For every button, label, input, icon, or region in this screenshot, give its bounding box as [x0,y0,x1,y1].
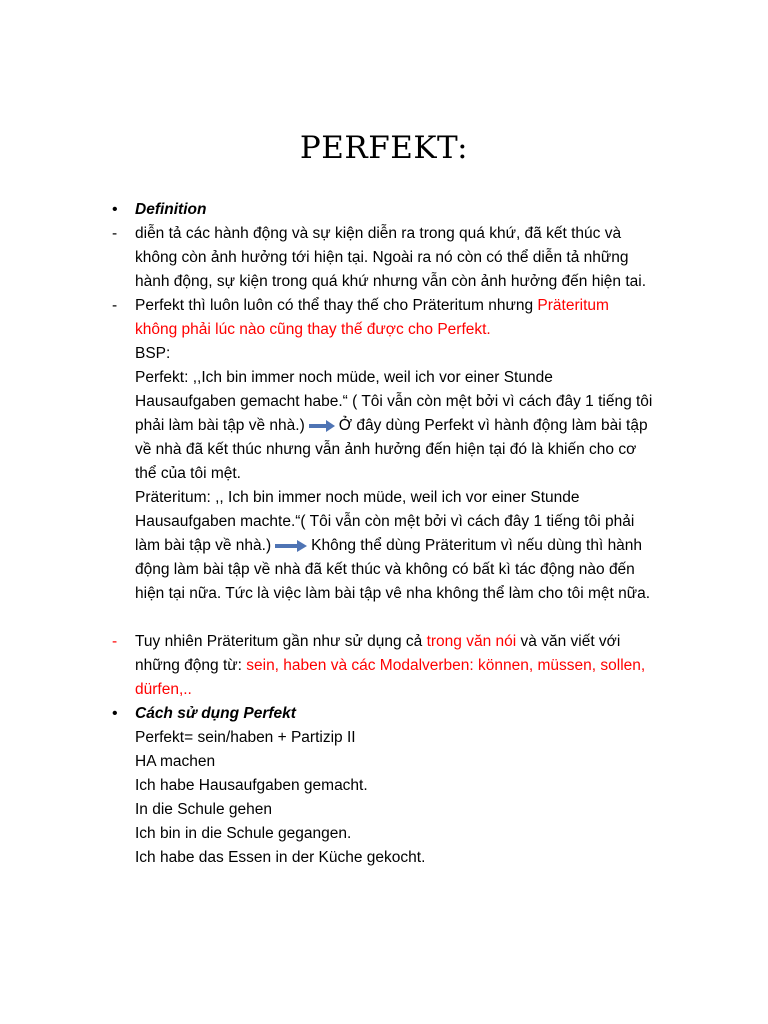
example-perfekt-line: thể của tôi mệt. [135,465,241,482]
text-run: phải làm bài tập về nhà.) [135,417,305,434]
highlight-text: Präteritum [537,297,609,314]
bullet-marker: • [112,201,118,218]
highlight-text: sein, haben và các Modalverben: können, müssen, sollen, [246,657,646,674]
example-prateritum-line: động làm bài tập về nhà đã kết thúc và không có bất kì tác động nào đến [135,561,635,578]
paragraph-line [135,294,755,318]
paragraph-line: hành động, sự kiện trong quá khứ nhưng vẫn còn ảnh hưởng đến hiện tai. [135,273,647,290]
text-run: Perfekt thì luôn luôn có thể thay thế cho Präteritum nhưng [135,297,538,314]
paragraph-line: không còn ảnh hưởng tới hiện tại. Ngoài ra nó còn có thể diễn tả những [135,249,629,266]
highlight-text: dürfen,.. [135,681,192,698]
section-heading-usage: Cách sử dụng Perfekt [135,705,296,722]
paragraph-line [135,630,755,654]
dash-marker: - [112,633,118,650]
example-perfekt-line: về nhà đã kết thúc nhưng vẫn ảnh hưởng đến hiện tại đó là khiến cho cơ [135,441,637,458]
bullet-marker: • [112,705,118,722]
right-arrow-icon [309,420,335,432]
usage-line: Ich habe das Essen in der Küche gekocht. [135,849,426,866]
usage-line: In die Schule gehen [135,801,273,818]
dash-marker: - [112,297,118,314]
example-perfekt-line: Hausaufgaben gemacht habe.“ ( Tôi vẫn còn mệt bởi vì cách đây 1 tiếng tôi [135,393,653,410]
example-prateritum-line: Präteritum: ,, Ich bin immer noch müde, weil ich vor einer Stunde [135,489,580,506]
page-title: PERFEKT: [299,130,469,166]
section-heading-definition: Definition [135,201,207,218]
example-prateritum-line: hiện tại nữa. Tức là việc làm bài tập vê nha không thể làm cho tôi mệt nữa. [135,585,651,602]
example-label: BSP: [135,345,171,362]
highlight-text: trong văn nói [426,633,517,650]
right-arrow-icon [275,540,307,552]
highlight-text: không phải lúc nào cũng thay thế được cho Perfekt. [135,321,491,338]
text-run: Tuy nhiên Präteritum gần như sử dụng cả [135,633,427,650]
text-run: Không thể dùng Präteritum vì nếu dùng thì hành [311,537,643,554]
example-perfekt-line: Perfekt: ,,Ich bin immer noch müde, weil ich vor einer Stunde [135,369,553,386]
paragraph-line: diễn tả các hành động và sự kiện diễn ra trong quá khứ, đã kết thúc và [135,225,622,242]
example-prateritum-line: Hausaufgaben machte.“( Tôi vẫn còn mệt bởi vì cách đây 1 tiếng tôi phải [135,513,635,530]
usage-line: HA machen [135,753,216,770]
text-run: và văn viết với [516,633,621,650]
usage-line: Ich habe Hausaufgaben gemacht. [135,777,368,794]
dash-marker: - [112,225,118,242]
example-perfekt-line [135,414,755,438]
usage-line: Ich bin in die Schule gegangen. [135,825,352,842]
paragraph-line [135,654,755,678]
text-run: Ở đây dùng Perfekt vì hành động làm bài tập [338,417,648,434]
text-run: những động từ: [135,657,247,674]
text-run: làm bài tập về nhà.) [135,537,272,554]
example-prateritum-line [135,534,755,558]
usage-line: Perfekt= sein/haben + Partizip II [135,729,356,746]
